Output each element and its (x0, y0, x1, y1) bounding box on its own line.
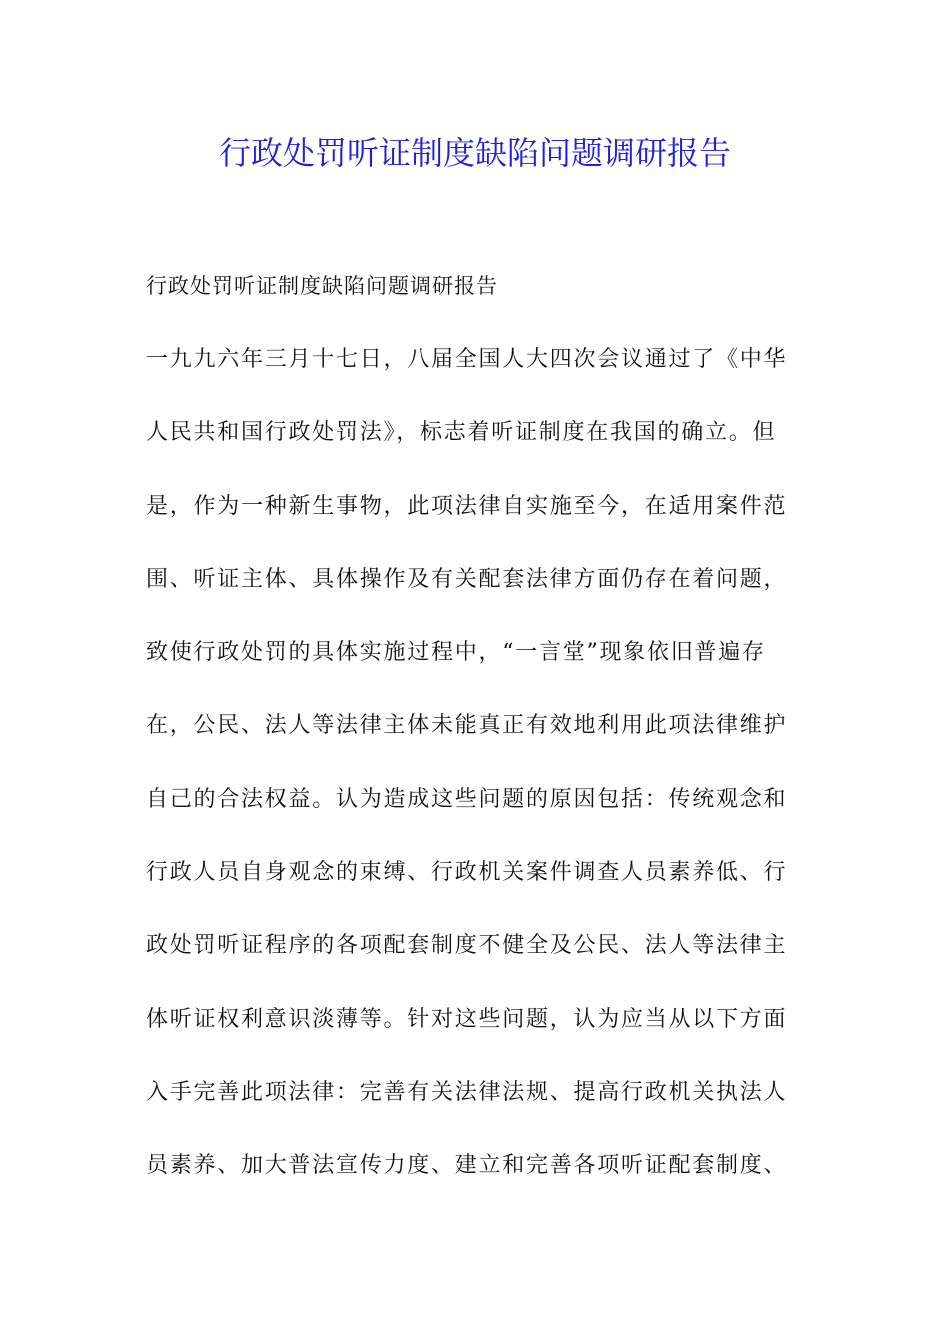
body-line: 自己的合法权益。认为造成这些问题的原因包括：传统观念和 (146, 786, 788, 812)
body-line: 在，公民、法人等法律主体未能真正有效地利用此项法律维护 (146, 713, 788, 739)
document-body (146, 342, 806, 1222)
body-line: 人民共和国行政处罚法》，标志着听证制度在我国的确立。但 (146, 420, 777, 446)
body-line: 入手完善此项法律：完善有关法律法规、提高行政机关执法人 (146, 1079, 788, 1105)
document-subtitle: 行政处罚听证制度缺陷问题调研报告 (146, 274, 498, 298)
body-line: 是，作为一种新生事物，此项法律自实施至今，在适用案件范 (146, 493, 788, 519)
body-line: 行政人员自身观念的束缚、行政机关案件调查人员素养低、行 (146, 860, 788, 886)
body-line: 政处罚听证程序的各项配套制度不健全及公民、法人等法律主 (146, 933, 788, 959)
body-line: 员素养、加大普法宣传力度、建立和完善各项听证配套制度、 (146, 1153, 788, 1179)
document-title: 行政处罚听证制度缺陷问题调研报告 (218, 134, 731, 172)
body-line: 围、听证主体、具体操作及有关配套法律方面仍存在着问题， (146, 566, 788, 592)
body-line: 一九九六年三月十七日，八届全国人大四次会议通过了《中华 (146, 347, 788, 372)
body-line: 体听证权利意识淡薄等。针对这些问题，认为应当从以下方面 (146, 1006, 788, 1032)
body-line: 致使行政处罚的具体实施过程中，“一言堂”现象依旧普遍存 (146, 640, 766, 666)
